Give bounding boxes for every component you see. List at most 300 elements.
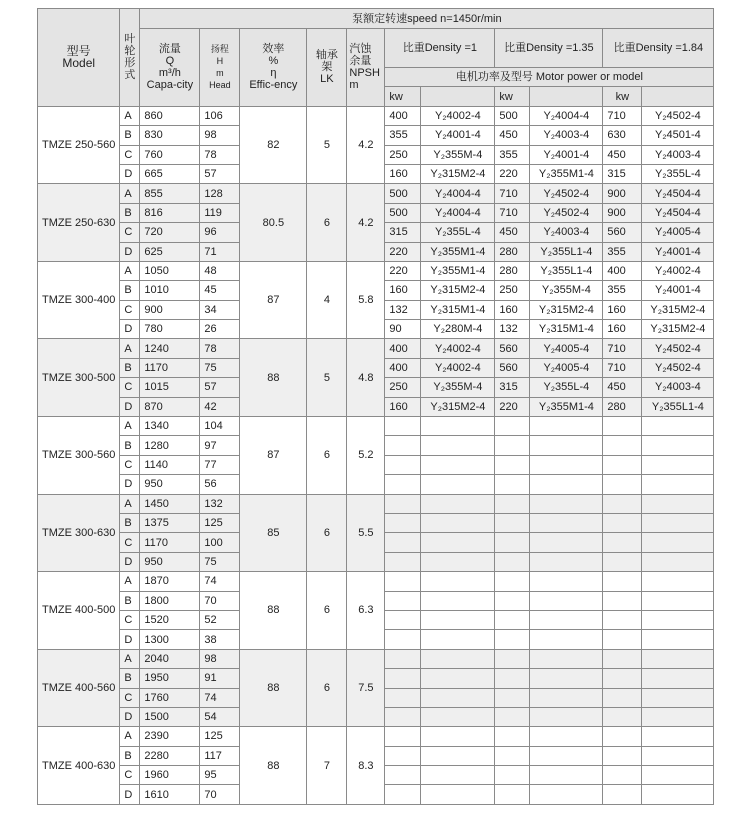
- motor-d184-cell: Y₂4501-4: [642, 126, 714, 145]
- head-cell: 75: [200, 552, 240, 571]
- impeller-cell: D: [120, 397, 140, 416]
- motor-d1-cell: [421, 707, 495, 726]
- flow-cell: 830: [140, 126, 200, 145]
- motor-d1-cell: Y₂355M1-4: [421, 261, 495, 280]
- kw-d184-cell: 450: [603, 378, 642, 397]
- flow-cell: 1375: [140, 513, 200, 532]
- motor-d184-cell: [642, 727, 714, 746]
- npsh-cell: 4.2: [347, 106, 385, 184]
- kw-d135-cell: 280: [495, 261, 530, 280]
- motor-d1-cell: [421, 591, 495, 610]
- impeller-cell: A: [120, 417, 140, 436]
- model-cell: TMZE 300-500: [38, 339, 120, 417]
- motor-d135-cell: [530, 533, 603, 552]
- kw-d135-cell: [495, 727, 530, 746]
- kw-d184-cell: 160: [603, 320, 642, 339]
- kw-d1-cell: [385, 649, 421, 668]
- flow-cell: 1500: [140, 707, 200, 726]
- motor-d135-cell: [530, 475, 603, 494]
- efficiency-cell: 88: [240, 649, 307, 727]
- motor-d1-cell: [421, 610, 495, 629]
- flow-cell: 1050: [140, 261, 200, 280]
- header-kw: kw: [385, 87, 421, 106]
- kw-d184-cell: [603, 785, 642, 804]
- model-cell: TMZE 300-400: [38, 261, 120, 339]
- flow-cell: 1300: [140, 630, 200, 649]
- kw-d1-cell: [385, 630, 421, 649]
- lk-cell: 5: [307, 339, 347, 417]
- npsh-cell: 5.8: [347, 261, 385, 339]
- kw-d1-cell: 250: [385, 378, 421, 397]
- motor-d1-cell: [421, 630, 495, 649]
- flow-cell: 860: [140, 106, 200, 125]
- motor-d135-cell: [530, 649, 603, 668]
- flow-cell: 1960: [140, 766, 200, 785]
- kw-d135-cell: [495, 513, 530, 532]
- table-row: [38, 261, 714, 280]
- flow-cell: 720: [140, 223, 200, 242]
- kw-d184-cell: 355: [603, 281, 642, 300]
- head-cell: 42: [200, 397, 240, 416]
- motor-d1-cell: [421, 688, 495, 707]
- kw-d184-cell: [603, 513, 642, 532]
- table-row: [38, 727, 714, 746]
- model-cell: TMZE 300-560: [38, 417, 120, 495]
- head-cell: 77: [200, 455, 240, 474]
- motor-d1-cell: [421, 572, 495, 591]
- kw-d184-cell: [603, 610, 642, 629]
- kw-d135-cell: 220: [495, 164, 530, 183]
- impeller-cell: D: [120, 320, 140, 339]
- impeller-cell: A: [120, 339, 140, 358]
- kw-d135-cell: [495, 436, 530, 455]
- kw-d184-cell: 280: [603, 397, 642, 416]
- head-cell: 100: [200, 533, 240, 552]
- head-cell: 106: [200, 106, 240, 125]
- kw-d135-cell: 450: [495, 126, 530, 145]
- motor-d135-cell: [530, 746, 603, 765]
- motor-d135-cell: Y₂355M1-4: [530, 164, 603, 183]
- kw-d1-cell: [385, 513, 421, 532]
- kw-d135-cell: [495, 494, 530, 513]
- motor-d1-cell: Y₂355M-4: [421, 378, 495, 397]
- head-cell: 38: [200, 630, 240, 649]
- kw-d184-cell: [603, 475, 642, 494]
- model-cell: TMZE 400-630: [38, 727, 120, 805]
- kw-d184-cell: [603, 436, 642, 455]
- motor-d1-cell: [421, 727, 495, 746]
- kw-d135-cell: [495, 610, 530, 629]
- npsh-cell: 5.2: [347, 417, 385, 495]
- impeller-cell: A: [120, 184, 140, 203]
- table-row: [38, 649, 714, 668]
- lk-cell: 4: [307, 261, 347, 339]
- kw-d1-cell: [385, 494, 421, 513]
- motor-d135-cell: [530, 436, 603, 455]
- kw-d184-cell: [603, 572, 642, 591]
- impeller-cell: B: [120, 746, 140, 765]
- motor-d135-cell: [530, 455, 603, 474]
- kw-d135-cell: 560: [495, 339, 530, 358]
- efficiency-cell: 80.5: [240, 184, 307, 262]
- motor-d135-cell: [530, 494, 603, 513]
- head-cell: 70: [200, 785, 240, 804]
- header-blank: [530, 87, 603, 106]
- kw-d184-cell: 710: [603, 106, 642, 125]
- header-efficiency: 效率 % η Effic-ency: [240, 29, 307, 107]
- motor-d1-cell: [421, 785, 495, 804]
- kw-d1-cell: [385, 417, 421, 436]
- efficiency-cell: 87: [240, 261, 307, 339]
- kw-d184-cell: 710: [603, 339, 642, 358]
- model-cell: TMZE 250-630: [38, 184, 120, 262]
- motor-d1-cell: [421, 436, 495, 455]
- impeller-cell: C: [120, 378, 140, 397]
- table-row: [38, 106, 714, 125]
- head-cell: 71: [200, 242, 240, 261]
- kw-d1-cell: 160: [385, 397, 421, 416]
- motor-d135-cell: [530, 766, 603, 785]
- impeller-cell: D: [120, 630, 140, 649]
- motor-d184-cell: [642, 513, 714, 532]
- kw-d135-cell: 450: [495, 223, 530, 242]
- head-cell: 98: [200, 649, 240, 668]
- motor-d1-cell: Y₂4004-4: [421, 184, 495, 203]
- motor-d1-cell: [421, 649, 495, 668]
- motor-d184-cell: [642, 417, 714, 436]
- motor-d1-cell: Y₂4002-4: [421, 358, 495, 377]
- motor-d1-cell: [421, 746, 495, 765]
- motor-d184-cell: [642, 649, 714, 668]
- header-kw: kw: [603, 87, 642, 106]
- kw-d135-cell: [495, 766, 530, 785]
- motor-d184-cell: [642, 688, 714, 707]
- motor-d184-cell: [642, 552, 714, 571]
- head-cell: 52: [200, 610, 240, 629]
- head-cell: 57: [200, 378, 240, 397]
- motor-d135-cell: Y₂4001-4: [530, 145, 603, 164]
- kw-d1-cell: [385, 785, 421, 804]
- motor-d184-cell: [642, 436, 714, 455]
- motor-d135-cell: [530, 669, 603, 688]
- kw-d1-cell: 400: [385, 358, 421, 377]
- head-cell: 132: [200, 494, 240, 513]
- motor-d184-cell: [642, 494, 714, 513]
- motor-d1-cell: [421, 513, 495, 532]
- model-cell: TMZE 400-500: [38, 572, 120, 650]
- flow-cell: 1520: [140, 610, 200, 629]
- head-cell: 128: [200, 184, 240, 203]
- motor-d1-cell: [421, 494, 495, 513]
- impeller-cell: B: [120, 669, 140, 688]
- header-lk: 轴承架 LK: [307, 29, 347, 107]
- kw-d184-cell: 560: [603, 223, 642, 242]
- kw-d135-cell: [495, 455, 530, 474]
- impeller-cell: B: [120, 126, 140, 145]
- kw-d135-cell: [495, 533, 530, 552]
- lk-cell: 6: [307, 649, 347, 727]
- lk-cell: 6: [307, 494, 347, 572]
- flow-cell: 760: [140, 145, 200, 164]
- motor-d135-cell: Y₂4005-4: [530, 358, 603, 377]
- flow-cell: 1800: [140, 591, 200, 610]
- motor-d135-cell: [530, 513, 603, 532]
- npsh-cell: 4.8: [347, 339, 385, 417]
- impeller-cell: D: [120, 475, 140, 494]
- motor-d184-cell: Y₂315M2-4: [642, 300, 714, 319]
- kw-d1-cell: 500: [385, 184, 421, 203]
- efficiency-cell: 82: [240, 106, 307, 184]
- kw-d135-cell: 132: [495, 320, 530, 339]
- kw-d135-cell: 160: [495, 300, 530, 319]
- head-cell: 70: [200, 591, 240, 610]
- impeller-cell: C: [120, 610, 140, 629]
- motor-d135-cell: [530, 591, 603, 610]
- lk-cell: 6: [307, 417, 347, 495]
- motor-d1-cell: Y₂4002-4: [421, 106, 495, 125]
- npsh-cell: 4.2: [347, 184, 385, 262]
- motor-d135-cell: Y₂4003-4: [530, 126, 603, 145]
- motor-d135-cell: Y₂315M1-4: [530, 320, 603, 339]
- kw-d135-cell: 220: [495, 397, 530, 416]
- header-blank: [642, 87, 714, 106]
- head-cell: 56: [200, 475, 240, 494]
- impeller-cell: B: [120, 513, 140, 532]
- npsh-cell: 8.3: [347, 727, 385, 805]
- motor-d135-cell: [530, 610, 603, 629]
- kw-d1-cell: [385, 669, 421, 688]
- head-cell: 125: [200, 513, 240, 532]
- npsh-cell: 5.5: [347, 494, 385, 572]
- kw-d184-cell: 355: [603, 242, 642, 261]
- header-flow: 流量 Q m³/h Capa-city: [140, 29, 200, 107]
- head-cell: 75: [200, 358, 240, 377]
- motor-d1-cell: Y₂280M-4: [421, 320, 495, 339]
- motor-d184-cell: [642, 746, 714, 765]
- motor-d184-cell: Y₂355L-4: [642, 164, 714, 183]
- kw-d135-cell: 500: [495, 106, 530, 125]
- kw-d1-cell: [385, 572, 421, 591]
- motor-d184-cell: [642, 610, 714, 629]
- motor-d135-cell: [530, 572, 603, 591]
- motor-d1-cell: Y₂355M1-4: [421, 242, 495, 261]
- kw-d184-cell: [603, 669, 642, 688]
- kw-d135-cell: 710: [495, 203, 530, 222]
- impeller-cell: C: [120, 533, 140, 552]
- efficiency-cell: 88: [240, 572, 307, 650]
- kw-d184-cell: 900: [603, 203, 642, 222]
- flow-cell: 1280: [140, 436, 200, 455]
- motor-d1-cell: Y₂4002-4: [421, 339, 495, 358]
- motor-d135-cell: [530, 785, 603, 804]
- impeller-cell: A: [120, 261, 140, 280]
- kw-d135-cell: 355: [495, 145, 530, 164]
- flow-cell: 1015: [140, 378, 200, 397]
- flow-cell: 1240: [140, 339, 200, 358]
- lk-cell: 6: [307, 572, 347, 650]
- motor-d135-cell: Y₂4003-4: [530, 223, 603, 242]
- head-cell: 119: [200, 203, 240, 222]
- head-cell: 96: [200, 223, 240, 242]
- kw-d135-cell: [495, 649, 530, 668]
- impeller-cell: B: [120, 358, 140, 377]
- kw-d135-cell: [495, 475, 530, 494]
- motor-d184-cell: Y₂4502-4: [642, 358, 714, 377]
- kw-d184-cell: [603, 630, 642, 649]
- kw-d135-cell: 280: [495, 242, 530, 261]
- motor-d184-cell: [642, 785, 714, 804]
- kw-d184-cell: [603, 746, 642, 765]
- header-model: 型号 Model: [38, 9, 120, 107]
- header-motor: 电机功率及型号 Motor power or model: [385, 68, 714, 87]
- kw-d1-cell: [385, 436, 421, 455]
- kw-d1-cell: [385, 533, 421, 552]
- header-speed: 泵额定转速speed n=1450r/min: [140, 9, 714, 29]
- kw-d184-cell: 900: [603, 184, 642, 203]
- head-cell: 117: [200, 746, 240, 765]
- motor-d184-cell: [642, 591, 714, 610]
- impeller-cell: C: [120, 688, 140, 707]
- head-cell: 98: [200, 126, 240, 145]
- kw-d184-cell: [603, 688, 642, 707]
- kw-d1-cell: [385, 591, 421, 610]
- motor-d135-cell: Y₂355L1-4: [530, 261, 603, 280]
- kw-d135-cell: 560: [495, 358, 530, 377]
- kw-d1-cell: 220: [385, 261, 421, 280]
- impeller-cell: D: [120, 785, 140, 804]
- header-npsh: 汽蚀 余量 NPSH m: [347, 29, 385, 107]
- head-cell: 95: [200, 766, 240, 785]
- impeller-cell: A: [120, 649, 140, 668]
- impeller-cell: C: [120, 145, 140, 164]
- lk-cell: 7: [307, 727, 347, 805]
- kw-d184-cell: [603, 727, 642, 746]
- motor-d135-cell: Y₂355L1-4: [530, 242, 603, 261]
- kw-d1-cell: 400: [385, 106, 421, 125]
- flow-cell: 870: [140, 397, 200, 416]
- kw-d1-cell: [385, 688, 421, 707]
- kw-d184-cell: [603, 417, 642, 436]
- impeller-cell: D: [120, 242, 140, 261]
- motor-d1-cell: Y₂4004-4: [421, 203, 495, 222]
- motor-d1-cell: [421, 533, 495, 552]
- motor-d1-cell: Y₂315M2-4: [421, 164, 495, 183]
- table-row: [38, 417, 714, 436]
- flow-cell: 816: [140, 203, 200, 222]
- efficiency-cell: 88: [240, 339, 307, 417]
- motor-d135-cell: Y₂4502-4: [530, 203, 603, 222]
- table-row: [38, 184, 714, 203]
- kw-d135-cell: [495, 669, 530, 688]
- motor-d1-cell: [421, 552, 495, 571]
- flow-cell: 625: [140, 242, 200, 261]
- npsh-cell: 6.3: [347, 572, 385, 650]
- kw-d1-cell: 160: [385, 281, 421, 300]
- motor-d184-cell: [642, 533, 714, 552]
- flow-cell: 1450: [140, 494, 200, 513]
- flow-cell: 1760: [140, 688, 200, 707]
- kw-d1-cell: 132: [385, 300, 421, 319]
- impeller-cell: C: [120, 223, 140, 242]
- flow-cell: 950: [140, 475, 200, 494]
- header-kw: kw: [495, 87, 530, 106]
- flow-cell: 2280: [140, 746, 200, 765]
- impeller-cell: A: [120, 106, 140, 125]
- motor-d184-cell: Y₂315M2-4: [642, 320, 714, 339]
- motor-d184-cell: Y₂4504-4: [642, 184, 714, 203]
- motor-d1-cell: [421, 417, 495, 436]
- header-density-184: 比重Density =1.84: [603, 29, 714, 68]
- flow-cell: 900: [140, 300, 200, 319]
- motor-d135-cell: Y₂4004-4: [530, 106, 603, 125]
- head-cell: 45: [200, 281, 240, 300]
- efficiency-cell: 87: [240, 417, 307, 495]
- kw-d1-cell: [385, 766, 421, 785]
- kw-d1-cell: 355: [385, 126, 421, 145]
- kw-d1-cell: [385, 727, 421, 746]
- motor-d135-cell: [530, 552, 603, 571]
- impeller-cell: B: [120, 203, 140, 222]
- impeller-cell: B: [120, 436, 140, 455]
- npsh-cell: 7.5: [347, 649, 385, 727]
- kw-d135-cell: [495, 572, 530, 591]
- pump-performance-table: [37, 8, 714, 805]
- flow-cell: 1950: [140, 669, 200, 688]
- motor-d135-cell: [530, 630, 603, 649]
- kw-d184-cell: [603, 707, 642, 726]
- kw-d135-cell: [495, 785, 530, 804]
- impeller-cell: A: [120, 572, 140, 591]
- impeller-cell: D: [120, 164, 140, 183]
- motor-d184-cell: [642, 766, 714, 785]
- motor-d135-cell: Y₂355L-4: [530, 378, 603, 397]
- header-blank: [421, 87, 495, 106]
- kw-d1-cell: [385, 610, 421, 629]
- motor-d135-cell: [530, 707, 603, 726]
- flow-cell: 1140: [140, 455, 200, 474]
- motor-d1-cell: Y₂315M1-4: [421, 300, 495, 319]
- motor-d184-cell: [642, 455, 714, 474]
- kw-d135-cell: [495, 417, 530, 436]
- kw-d135-cell: [495, 630, 530, 649]
- flow-cell: 2390: [140, 727, 200, 746]
- head-cell: 91: [200, 669, 240, 688]
- kw-d184-cell: 315: [603, 164, 642, 183]
- impeller-cell: C: [120, 300, 140, 319]
- motor-d1-cell: Y₂4001-4: [421, 126, 495, 145]
- head-cell: 74: [200, 572, 240, 591]
- efficiency-cell: 88: [240, 727, 307, 805]
- motor-d184-cell: Y₂4502-4: [642, 106, 714, 125]
- flow-cell: 2040: [140, 649, 200, 668]
- flow-cell: 855: [140, 184, 200, 203]
- impeller-cell: B: [120, 281, 140, 300]
- motor-d184-cell: [642, 572, 714, 591]
- motor-d1-cell: [421, 455, 495, 474]
- flow-cell: 1610: [140, 785, 200, 804]
- kw-d1-cell: 250: [385, 145, 421, 164]
- impeller-cell: D: [120, 707, 140, 726]
- head-cell: 78: [200, 145, 240, 164]
- head-cell: 26: [200, 320, 240, 339]
- lk-cell: 6: [307, 184, 347, 262]
- head-cell: 34: [200, 300, 240, 319]
- kw-d1-cell: [385, 455, 421, 474]
- header-impeller: 叶 轮 形 式: [120, 9, 140, 107]
- model-cell: TMZE 400-560: [38, 649, 120, 727]
- motor-d1-cell: [421, 669, 495, 688]
- head-cell: 54: [200, 707, 240, 726]
